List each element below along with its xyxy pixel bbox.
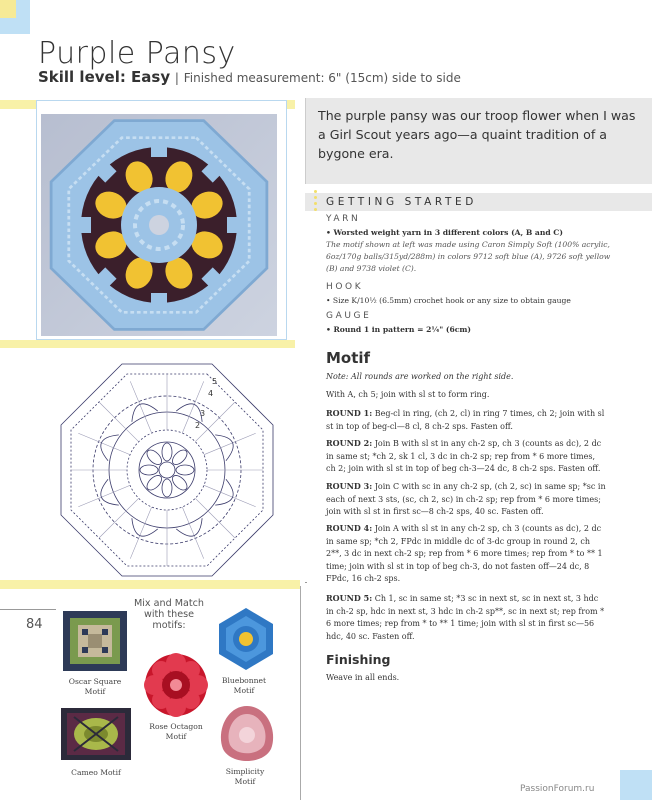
motif-note: Note: All rounds are worked on the right side.: [326, 372, 514, 381]
diagram-label-2: 2: [195, 421, 201, 430]
diagram-label-5: 5: [212, 377, 218, 386]
corner-decoration-bottom: [620, 770, 652, 800]
round-text: Join A with sl st in any ch-2 sp, ch 3 (counts as dc), 2 dc in same sp; *ch 2, FPdc in middle dc of 3-dc group in round 2, ch 2**, 3 dc in next ch-2 sp; rep from * 6 more times; rep from * to ** 1 time; join with sl st in top of beg ch-3, do not fasten off—24 dc, 8 FPdc, 16 ch-2 sps.: [326, 524, 603, 584]
rose-octagon-image: [140, 652, 212, 718]
round-text: Beg-cl in ring, (ch 2, cl) in ring 7 times, ch 2; join with sl st in top of beg-cl—8 cl, 8 ch-2 sps. Fasten off.: [326, 409, 605, 431]
round-5: [326, 592, 606, 643]
bluebonnet-caption: Bluebonnet Motif: [221, 676, 267, 695]
site-credit: PassionForum.ru: [520, 784, 595, 794]
column-divider: [300, 586, 301, 800]
motif-start: With A, ch 5; join with sl st to form ring.: [326, 390, 490, 399]
rose-octagon-caption: Rose Octagon Motif: [149, 722, 203, 741]
cameo-image: [60, 707, 132, 761]
motif-heading: Motif: [326, 349, 371, 367]
skill-line: [38, 68, 461, 86]
round-3: [326, 480, 606, 519]
hook-item: • Size K/10½ (6.5mm) crochet hook or any size to obtain gauge: [326, 296, 571, 305]
getting-started-title: GETTING STARTED: [326, 196, 477, 208]
round-text: Join C with sc in any ch-2 sp, (ch 2, sc) in same sp; *sc in each of next 3 sts, (sc, ch 2, sc) in ch-2 sp; rep from * 6 more times; join with sl st in first sc—8 ch-2 sps, 40 sc. Fasten off.: [326, 482, 606, 517]
diagram-label-4: 4: [208, 389, 214, 398]
round-2: [326, 437, 606, 476]
finished-measurement: Finished measurement: 6" (15cm) side to side: [183, 71, 461, 85]
gauge-heading: GAUGE: [326, 311, 372, 321]
round-text: Join B with sl st in any ch-2 sp, ch 3 (counts as dc), 2 dc in same st; *ch 2, sk 1 cl, 3 dc in ch-2 sp; rep from * 6 more times, ch 2; join with sl st in top of beg ch-3—24 dc, 8 ch-2 sps. Fasten off.: [326, 439, 602, 474]
round-text: Ch 1, sc in same st; *3 sc in next st, sc in next st, 3 hdc in ch-2 sp, hdc in next st, 3 hdc in ch-2 sp**, sc in next st; rep from * 6 more times; rep from * to ** 1 time; join with sl st in first sc—56 hdc, 40 sc. Fasten off.: [326, 594, 605, 641]
skill-level: Skill level: Easy: [38, 68, 171, 86]
cameo-caption: Cameo Motif: [71, 768, 121, 777]
round-label: ROUND 2:: [326, 438, 373, 448]
gauge-item: • Round 1 in pattern = 2¼" (6cm): [326, 325, 472, 334]
skill-separator: |: [174, 71, 179, 85]
round-4: [326, 522, 606, 586]
round-1: [326, 407, 606, 433]
oscar-square-caption: Oscar Square Motif: [68, 677, 122, 696]
intro-text: The purple pansy was our troop flower when I was a Girl Scout years ago—a quaint tradition of a bygone era.: [318, 108, 636, 161]
round-label: ROUND 1:: [326, 408, 373, 418]
round-label: ROUND 4:: [326, 523, 373, 533]
round-label: ROUND 5:: [326, 593, 373, 603]
corner-decoration-inner: [0, 0, 16, 18]
bluebonnet-image: [214, 606, 278, 672]
crochet-diagram: [36, 356, 298, 584]
diagram-label-3: 3: [200, 409, 206, 418]
yellow-bar-bottom: [0, 340, 295, 348]
oscar-square-image: [62, 610, 128, 672]
dot-ornament: [312, 190, 320, 214]
yarn-heading: YARN: [326, 214, 361, 224]
round-label: ROUND 3:: [326, 481, 373, 491]
simplicity-caption: Simplicity Motif: [225, 767, 265, 786]
mix-match-title: Mix and Match with these motifs:: [133, 598, 205, 631]
page-number-rule: [0, 609, 56, 610]
finishing-heading: Finishing: [326, 652, 391, 667]
page-number: 84: [26, 617, 43, 632]
finishing-text: Weave in all ends.: [326, 673, 400, 682]
page-title: Purple Pansy: [38, 36, 236, 71]
yarn-item: • Worsted weight yarn in 3 different colors (A, B and C): [326, 228, 563, 237]
simplicity-image: [214, 702, 280, 764]
yarn-note: The motif shown at left was made using Caron Simply Soft (100% acrylic, 6oz/170g balls/315yd/288m) in colors 9712 soft blue (A), 9726 soft yellow (B) and 9738 violet (C).: [326, 240, 611, 273]
hook-heading: HOOK: [326, 282, 364, 292]
motif-photo: [41, 114, 277, 336]
